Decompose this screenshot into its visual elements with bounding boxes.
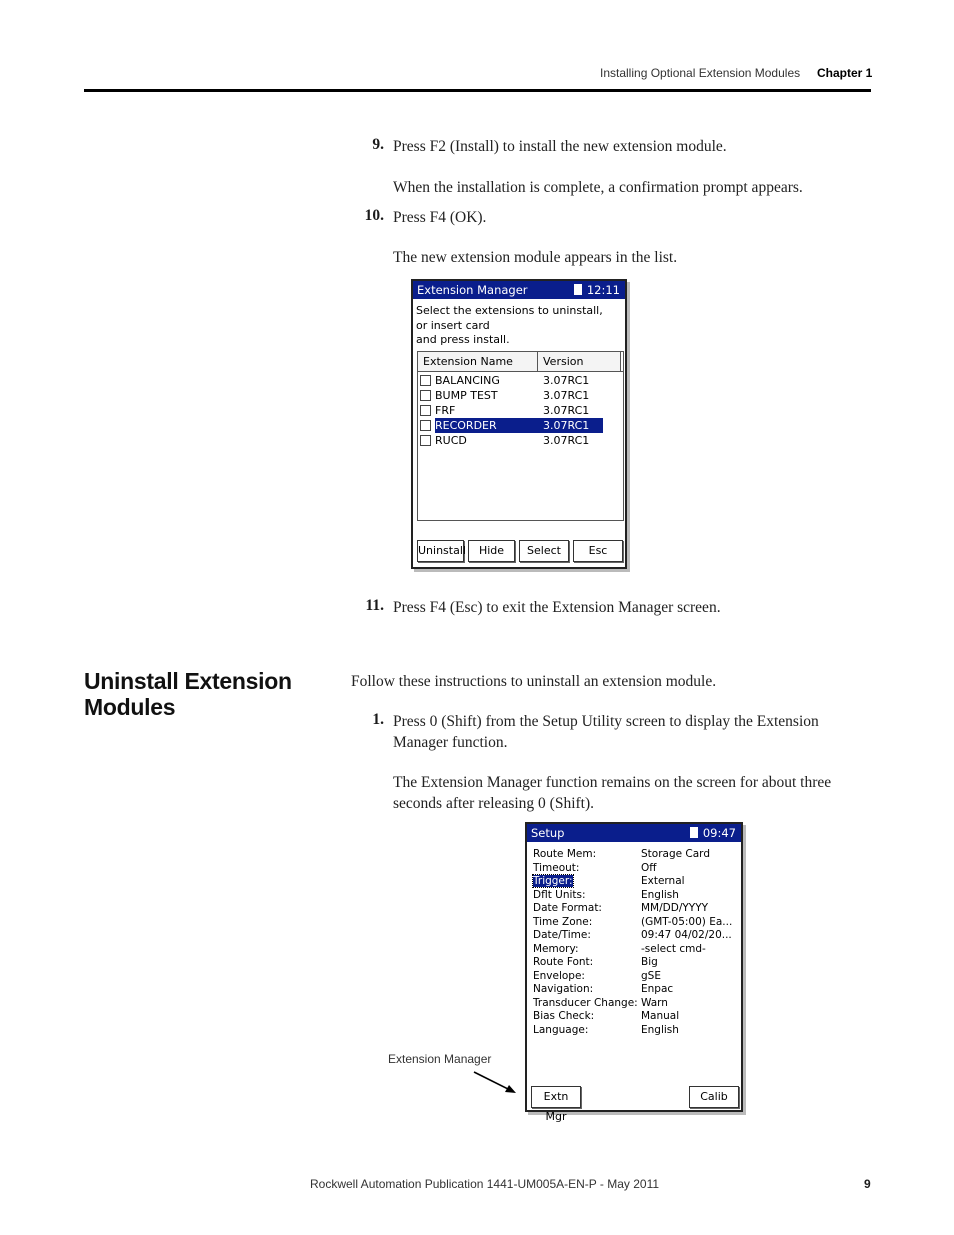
checkbox[interactable]: [420, 375, 431, 386]
step-number: 1.: [372, 711, 384, 728]
list-header: [418, 352, 623, 372]
setup-key: Trigger:: [533, 875, 573, 887]
screen-time: 12:11: [586, 283, 620, 297]
prompt-line: and press install.: [416, 333, 510, 346]
step-number: 9.: [372, 136, 384, 153]
list-item[interactable]: [420, 388, 603, 403]
setup-value: Warn: [641, 996, 668, 1009]
extension-version: 3.07RC1: [541, 418, 603, 433]
extension-manager-screenshot: [411, 279, 627, 569]
setup-value: Big: [641, 956, 658, 968]
prompt-line: Select the extensions to uninstall,: [416, 304, 603, 317]
calib-button[interactable]: Calib: [689, 1086, 739, 1108]
setup-value: Manual: [641, 1010, 680, 1022]
step-note: When the installation is complete, a confirmation prompt appears.: [393, 179, 803, 196]
column-header-version[interactable]: Version: [538, 352, 621, 371]
battery-icon: [690, 827, 698, 838]
esc-button[interactable]: Esc: [573, 540, 623, 562]
running-header-title: Installing Optional Extension Modules: [600, 66, 801, 80]
setup-value: -select cmd-: [641, 942, 706, 955]
checkbox[interactable]: [420, 405, 431, 416]
setup-key: Navigation:: [533, 983, 594, 995]
checkbox[interactable]: [420, 435, 431, 446]
list-item[interactable]: [420, 433, 603, 448]
setup-key: Route Font:: [533, 956, 594, 968]
setup-key: Route Mem:: [533, 848, 597, 860]
step-number: 11.: [365, 597, 384, 614]
setup-screenshot: [525, 822, 743, 1123]
extension-list[interactable]: [417, 351, 624, 521]
screen-title: Extension Manager: [417, 283, 528, 297]
select-button[interactable]: Select: [519, 540, 569, 562]
screen-title: Setup: [531, 826, 565, 840]
callout-label: Extension Manager: [388, 1052, 492, 1066]
checkbox[interactable]: [420, 390, 431, 401]
header-rule: [84, 89, 871, 92]
column-header-name[interactable]: Extension Name: [418, 352, 538, 371]
setup-key: Envelope:: [533, 969, 585, 982]
list-item[interactable]: [420, 403, 603, 418]
setup-value: External: [641, 875, 685, 887]
extension-name: RUCD: [435, 434, 467, 447]
screen-prompt: [416, 304, 603, 348]
setup-key: Timeout:: [533, 861, 580, 874]
extension-name: BALANCING: [435, 374, 500, 387]
setup-value: Enpac: [641, 983, 674, 995]
setup-value: Off: [641, 861, 657, 874]
step-note: The Extension Manager function remains on the screen for about three seconds after releasing 0 (Shift).: [393, 774, 832, 812]
setup-key: Date/Time:: [533, 929, 591, 941]
extn-mgr-button[interactable]: Extn Mgr: [531, 1086, 581, 1108]
extension-name: FRF: [435, 404, 456, 417]
uninstall-button[interactable]: Uninstall: [417, 540, 464, 562]
list-item-selected[interactable]: [420, 418, 603, 433]
section-intro: Follow these instructions to uninstall an extension module.: [351, 673, 717, 690]
extension-version: 3.07RC1: [543, 434, 590, 447]
setup-value: MM/DD/YYYY: [641, 902, 709, 914]
checkbox[interactable]: [420, 420, 431, 431]
section-heading: Uninstall Extension Modules: [84, 668, 292, 720]
setup-key: Bias Check:: [533, 1010, 595, 1022]
setup-value: 09:47 04/02/20...: [641, 929, 732, 941]
screen-titlebar: [413, 281, 625, 299]
running-header-chapter: Chapter 1: [817, 66, 873, 80]
list-item[interactable]: [420, 373, 603, 388]
hide-button[interactable]: Hide: [468, 540, 515, 562]
step-text: Press 0 (Shift) from the Setup Utility screen to display the Extension Manager function.: [393, 713, 819, 751]
setup-value: English: [641, 888, 679, 901]
setup-key: Transducer Change:: [533, 996, 638, 1009]
setup-key: Memory:: [533, 942, 579, 955]
extension-version: 3.07RC1: [543, 389, 590, 402]
callout-arrow-icon: [470, 1068, 520, 1098]
screen-time: 09:47: [702, 826, 736, 840]
extension-name: RECORDER: [435, 418, 541, 433]
prompt-line: or insert card: [416, 318, 490, 332]
step-text: Press F4 (Esc) to exit the Extension Manager screen.: [393, 599, 721, 616]
extension-version: 3.07RC1: [543, 404, 590, 417]
extension-version: 3.07RC1: [543, 374, 590, 387]
setup-key: Dflt Units:: [533, 888, 586, 901]
setup-value: (GMT-05:00) Ea...: [641, 915, 733, 928]
softkey-bar: [417, 540, 627, 562]
setup-key: Language:: [533, 1023, 589, 1036]
step-note: The new extension module appears in the list.: [393, 249, 678, 266]
battery-icon: [574, 284, 582, 295]
step-text: Press F4 (OK).: [393, 209, 487, 226]
setup-value: English: [641, 1023, 679, 1036]
setup-value: Storage Card: [641, 848, 710, 860]
page-number: 9: [864, 1177, 871, 1191]
screen-titlebar: [527, 824, 741, 842]
step-text: Press F2 (Install) to install the new extension module.: [393, 138, 727, 155]
setup-key: Time Zone:: [533, 915, 593, 928]
extension-name: BUMP TEST: [435, 389, 498, 402]
footer-publication: Rockwell Automation Publication 1441-UM005A-EN-P - May 2011: [310, 1177, 660, 1191]
setup-key: Date Format:: [533, 902, 602, 914]
setup-value: gSE: [641, 969, 661, 982]
step-number: 10.: [364, 207, 384, 224]
